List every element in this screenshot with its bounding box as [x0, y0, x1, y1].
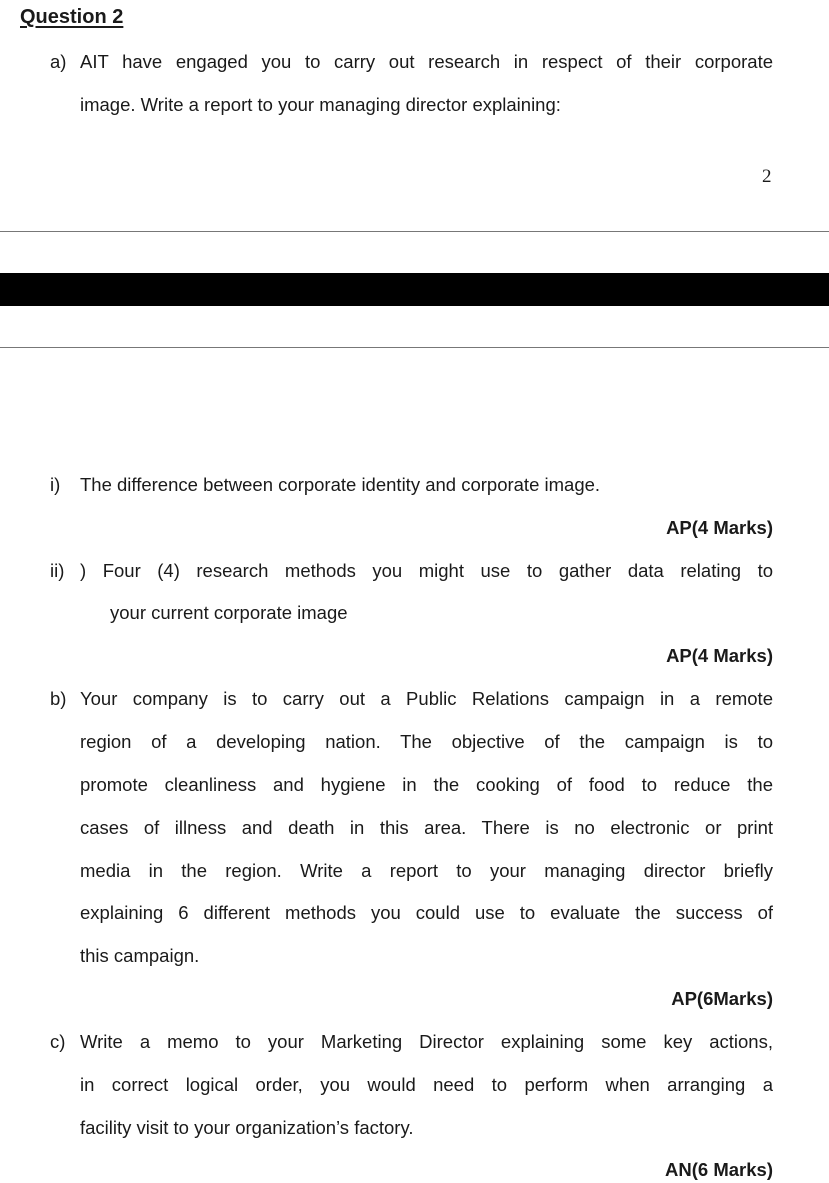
item-ii-line: your current corporate image: [110, 602, 348, 623]
item-label-b: b): [50, 688, 67, 709]
marks-ii: AP(4 Marks): [666, 645, 773, 666]
item-b-line: cases of illness and death in this area. There is no electronic or print: [80, 817, 773, 838]
item-a-line: AIT have engaged you to carry out research in respect of their corporate: [80, 51, 773, 72]
page-number: 2: [762, 166, 772, 187]
item-b-line: region of a developing nation. The objective of the campaign is to: [80, 731, 773, 752]
marks-i: AP(4 Marks): [666, 517, 773, 538]
item-b-line: Your company is to carry out a Public Relations campaign in a remote: [80, 688, 773, 709]
page-break-bar: [0, 273, 829, 306]
item-a-line: image. Write a report to your managing director explaining:: [80, 94, 561, 115]
item-c-line: Write a memo to your Marketing Director explaining some key actions,: [80, 1031, 773, 1052]
item-c-line: in correct logical order, you would need to perform when arranging a: [80, 1074, 773, 1095]
page-divider: [0, 347, 829, 348]
marks-b: AP(6Marks): [671, 988, 773, 1009]
item-label-c: c): [50, 1031, 66, 1052]
item-label-i: i): [50, 474, 61, 495]
item-b-line: this campaign.: [80, 945, 200, 966]
item-ii-line: ) Four (4) research methods you might use to gather data relating to: [80, 560, 773, 581]
item-c-line: facility visit to your organization’s factory.: [80, 1117, 414, 1138]
item-b-line: media in the region. Write a report to your managing director briefly: [80, 860, 773, 881]
question-title: Question 2: [20, 6, 124, 28]
marks-c: AN(6 Marks): [665, 1159, 773, 1180]
item-i-text: The difference between corporate identity and corporate image.: [80, 474, 601, 495]
item-b-line: explaining 6 different methods you could use to evaluate the success of: [80, 902, 773, 923]
item-b-line: promote cleanliness and hygiene in the cooking of food to reduce the: [80, 774, 773, 795]
item-label-a: a): [50, 51, 67, 72]
page-divider: [0, 231, 829, 232]
item-label-ii: ii): [50, 560, 65, 581]
